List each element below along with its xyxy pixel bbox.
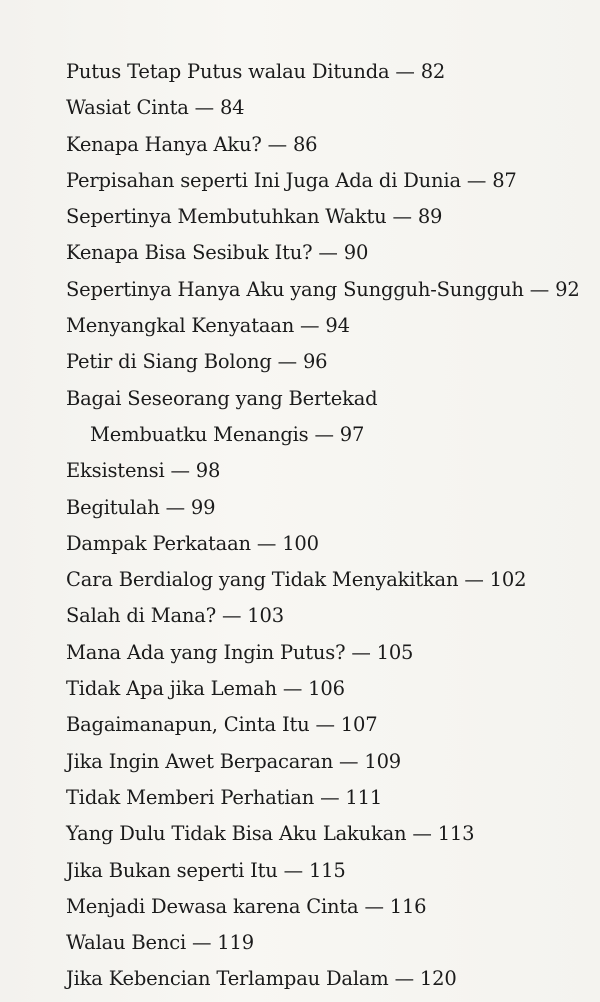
toc-separator: — <box>314 785 346 809</box>
toc-entry <box>66 235 586 271</box>
toc-entry <box>66 453 586 489</box>
toc-entry-title: Dampak Perkataan <box>66 531 251 555</box>
toc-separator: — <box>523 277 556 301</box>
toc-entry <box>66 344 586 380</box>
toc-entry-title: Wasiat Cinta <box>66 96 189 120</box>
toc-entry-page: 119 <box>217 931 254 955</box>
toc-entry-title: Mana Ada yang Ingin Putus? <box>66 640 346 664</box>
toc-separator: — <box>358 894 390 918</box>
toc-separator: — <box>294 314 326 338</box>
toc-entry-page: 120 <box>419 967 457 991</box>
toc-entry-page: 96 <box>302 350 328 374</box>
toc-entry <box>66 490 586 526</box>
toc-separator: — <box>333 749 365 773</box>
toc-separator: — <box>250 531 283 555</box>
toc-entry-page: 113 <box>437 822 475 846</box>
toc-entry <box>66 961 586 997</box>
toc-separator: — <box>271 350 303 374</box>
toc-entry-title: Kenapa Hanya Aku? <box>66 132 262 156</box>
toc-entry-page: 109 <box>364 749 401 773</box>
toc-separator: — <box>188 96 220 120</box>
toc-entry-title: Begitulah <box>66 495 160 519</box>
toc-entry-title: Tidak Memberi Perhatian <box>66 785 315 809</box>
toc-entry <box>66 671 586 707</box>
toc-entry-page: 86 <box>292 132 318 156</box>
toc-separator: — <box>261 132 293 156</box>
toc-entry-page: 92 <box>555 277 580 301</box>
toc-separator: — <box>458 568 490 592</box>
toc-separator: — <box>345 640 377 664</box>
toc-entry-title: Perpisahan seperti Ini Juga Ada di Dunia <box>66 168 461 192</box>
toc-entry <box>66 816 586 852</box>
toc-entry-title: Jika Kebencian Terlampau Dalam <box>66 967 389 991</box>
toc-entry-page: 102 <box>489 568 527 592</box>
toc-entry <box>66 853 586 889</box>
toc-entry-page: 89 <box>417 205 443 229</box>
toc-entry-title: Salah di Mana? <box>66 604 216 628</box>
toc-entry <box>66 635 586 671</box>
toc-separator: — <box>386 205 418 229</box>
toc-entry-title: Menjadi Dewasa karena Cinta <box>66 894 359 918</box>
toc-entry-title: Membuatku Menangis <box>90 422 309 446</box>
toc-entry-title: Yang Dulu Tidak Bisa Aku Lakukan <box>66 822 407 846</box>
toc-entry <box>66 889 586 925</box>
toc-entry <box>66 780 586 816</box>
toc-separator: — <box>388 967 420 991</box>
toc-entry-title: Kenapa Bisa Sesibuk Itu? <box>66 241 313 265</box>
toc-entry <box>66 54 586 90</box>
toc-entry <box>66 90 586 126</box>
toc-entry <box>66 163 586 199</box>
toc-entry-title: Bagai Seseorang yang Bertekad <box>66 386 378 410</box>
toc-separator: — <box>185 931 218 955</box>
toc-separator: — <box>276 677 309 701</box>
toc-entry-page: 98 <box>195 459 221 483</box>
toc-entry-continuation <box>66 417 586 453</box>
toc-entry <box>66 272 586 308</box>
toc-entry-title: Petir di Siang Bolong <box>66 350 272 374</box>
toc-entry-title: Walau Benci <box>66 931 186 955</box>
toc-entry-page: 115 <box>308 858 346 882</box>
toc-entry-page: 82 <box>420 60 446 83</box>
toc-separator: — <box>215 604 248 628</box>
toc-entry-title: Jika Bukan seperti Itu <box>66 858 278 882</box>
toc-entry-page: 94 <box>325 314 350 338</box>
toc-entry-page: 116 <box>389 894 427 918</box>
toc-entry-page: 106 <box>308 677 345 701</box>
toc-entry-title: Tidak Apa jika Lemah <box>66 677 277 701</box>
toc-separator: — <box>309 713 341 737</box>
toc-entry-title: Menyangkal Kenyataan <box>66 314 295 338</box>
toc-separator: — <box>460 168 493 192</box>
toc-separator: — <box>277 858 309 882</box>
toc-separator: — <box>312 241 344 265</box>
toc-entry-page: 111 <box>345 785 383 809</box>
toc-entry-page: 87 <box>492 168 517 192</box>
toc-separator: — <box>308 422 340 446</box>
toc-entry <box>66 744 586 780</box>
toc-entry-page: 107 <box>340 713 378 737</box>
toc-entry-page: 103 <box>247 604 284 628</box>
toc-entry-title: Eksistensi <box>66 459 165 483</box>
toc-entry-page: 97 <box>339 422 365 446</box>
toc-entry <box>66 925 586 961</box>
toc-entry-title: Sepertinya Membutuhkan Waktu <box>66 205 387 229</box>
toc-entry <box>66 127 586 163</box>
toc-entry-page: 90 <box>343 241 369 265</box>
table-of-contents <box>66 54 586 998</box>
toc-separator: — <box>164 459 196 483</box>
toc-entry <box>66 526 586 562</box>
toc-entry <box>66 598 586 634</box>
toc-separator: — <box>159 495 191 519</box>
toc-entry-title: Jika Ingin Awet Berpacaran <box>66 749 334 773</box>
toc-separator: — <box>389 60 421 83</box>
toc-entry-page: 105 <box>376 640 414 664</box>
toc-entry <box>66 707 586 743</box>
toc-entry-title: Sepertinya Hanya Aku yang Sungguh-Sungguh <box>66 277 524 301</box>
toc-entry <box>66 562 586 598</box>
toc-entry <box>66 381 586 417</box>
toc-entry-title: Cara Berdialog yang Tidak Menyakitkan <box>66 568 459 592</box>
toc-entry-title: Putus Tetap Putus walau Ditunda <box>66 60 390 83</box>
toc-entry <box>66 199 586 235</box>
toc-entry-page: 84 <box>219 96 245 120</box>
toc-entry-title: Bagaimanapun, Cinta Itu <box>66 713 310 737</box>
toc-entry-page: 99 <box>190 495 216 519</box>
toc-entry <box>66 308 586 344</box>
toc-separator: — <box>406 822 438 846</box>
toc-entry-page: 100 <box>282 531 319 555</box>
